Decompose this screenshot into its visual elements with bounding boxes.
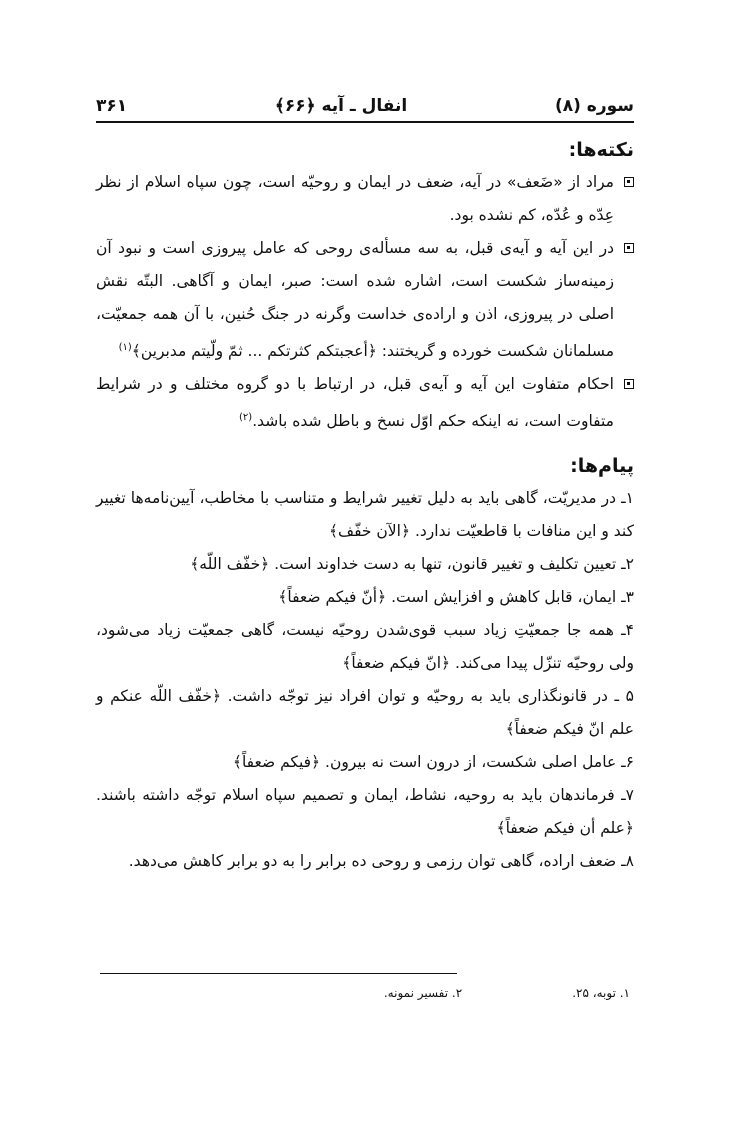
running-header [96, 88, 634, 116]
message-item: ۳ـ ایمان، قابل کاهش و افزایش است. ﴿أنّ فیکم ضعفاً﴾ [278, 588, 634, 607]
message-item: ۸ـ ضعف اراده، گاهی توان رزمی و روحی ده برابر را به دو برابر کاهش می‌دهد. [128, 852, 634, 871]
message-item: ۴ـ همه جا جمعیّتِ زیاد سبب قوی‌شدن روحیّه نیست، گاهی جمعیّت زیاد می‌شود، ولی روحیّه تنزّل پیدا می‌کند. ﴿انّ فیکم ضعفاً﴾ [96, 621, 634, 673]
note-item: در این آیه و آیه‌ی قبل، به سه مسأله‌ی روحی که عامل پیروزی است و نبود آن زمینه‌ساز شکست است، اشاره شده است: صبر، ایمان و آگاهی. البتّه نقش اصلی در پیروزی، اذن و اراده‌ی خداست وگرنه در جنگ حُنین، با آن همه جمعیّت، مسلمانان شکست خورده و گریختند: ﴿أعجبتکم کثرتکم ... ثمّ ولّیتم مدبرین﴾$^{(۱)}$ [96, 232, 634, 368]
page-number: ۳۶۱ [96, 96, 128, 116]
footnote-rule [100, 973, 457, 974]
header-rule [96, 121, 634, 123]
notes-heading: نکته‌ها: [568, 139, 634, 161]
header-title: انفال ـ آیه ﴿۶۶﴾ [274, 96, 408, 116]
bullet-square-icon [624, 177, 634, 187]
message-item: ۷ـ فرماندهان باید به روحیه، نشاط، ایمان و تصمیم سپاه اسلام توجّه داشته باشند. ﴿علم أن فیکم ضعفاً﴾ [96, 786, 634, 838]
page-body [96, 136, 634, 1128]
footnote-2: ۲. تفسیر نمونه. [383, 986, 463, 1000]
message-item: ۱ـ در مدیریّت، گاهی باید به دلیل تغییر شرایط و متناسب با مخاطب، آیین‌نامه‌ها تغییر کند و این منافات با قاطعیّت ندارد. ﴿الآن خفّف﴾ [96, 489, 634, 541]
bullet-square-icon [624, 379, 634, 389]
messages-heading: پیام‌ها: [570, 455, 634, 478]
surah-label: سوره (۸) [554, 96, 634, 116]
note-item: احکام متفاوت این آیه و آیه‌ی قبل، در ارتباط با دو گروه مختلف و در شرایط متفاوت است، نه اینکه حکم اوّل نسخ و باطل شده باشد.$^{(۲)}$ [96, 368, 634, 438]
footnote-1: ۱. توبه، ۲۵. [572, 986, 630, 1000]
footnotes [100, 986, 630, 1000]
bullet-square-icon [624, 243, 634, 253]
message-item: ۶ـ عامل اصلی شکست، از درون است نه بیرون. ﴿فیکم ضعفاً﴾ [232, 753, 634, 772]
message-item: ۵ ـ در قانونگذاری باید به روحیّه و توان افراد نیز توجّه داشت. ﴿خفّف اللّه عنکم و علم انّ فیکم ضعفاً﴾ [96, 687, 634, 739]
footnote-mark: (۲) [239, 412, 253, 424]
footnote-mark: (۱) [118, 342, 132, 353]
note-item: مراد از «ضَعف» در آیه، ضعف در ایمان و روحیّه است، چون سپاه اسلام از نظر عِدّه و عُدّه، کم نشده بود. [96, 166, 634, 232]
message-item: ۲ـ تعیین تکلیف و تغییر قانون، تنها به دست خداوند است. ﴿خفّف اللّه﴾ [190, 555, 634, 574]
